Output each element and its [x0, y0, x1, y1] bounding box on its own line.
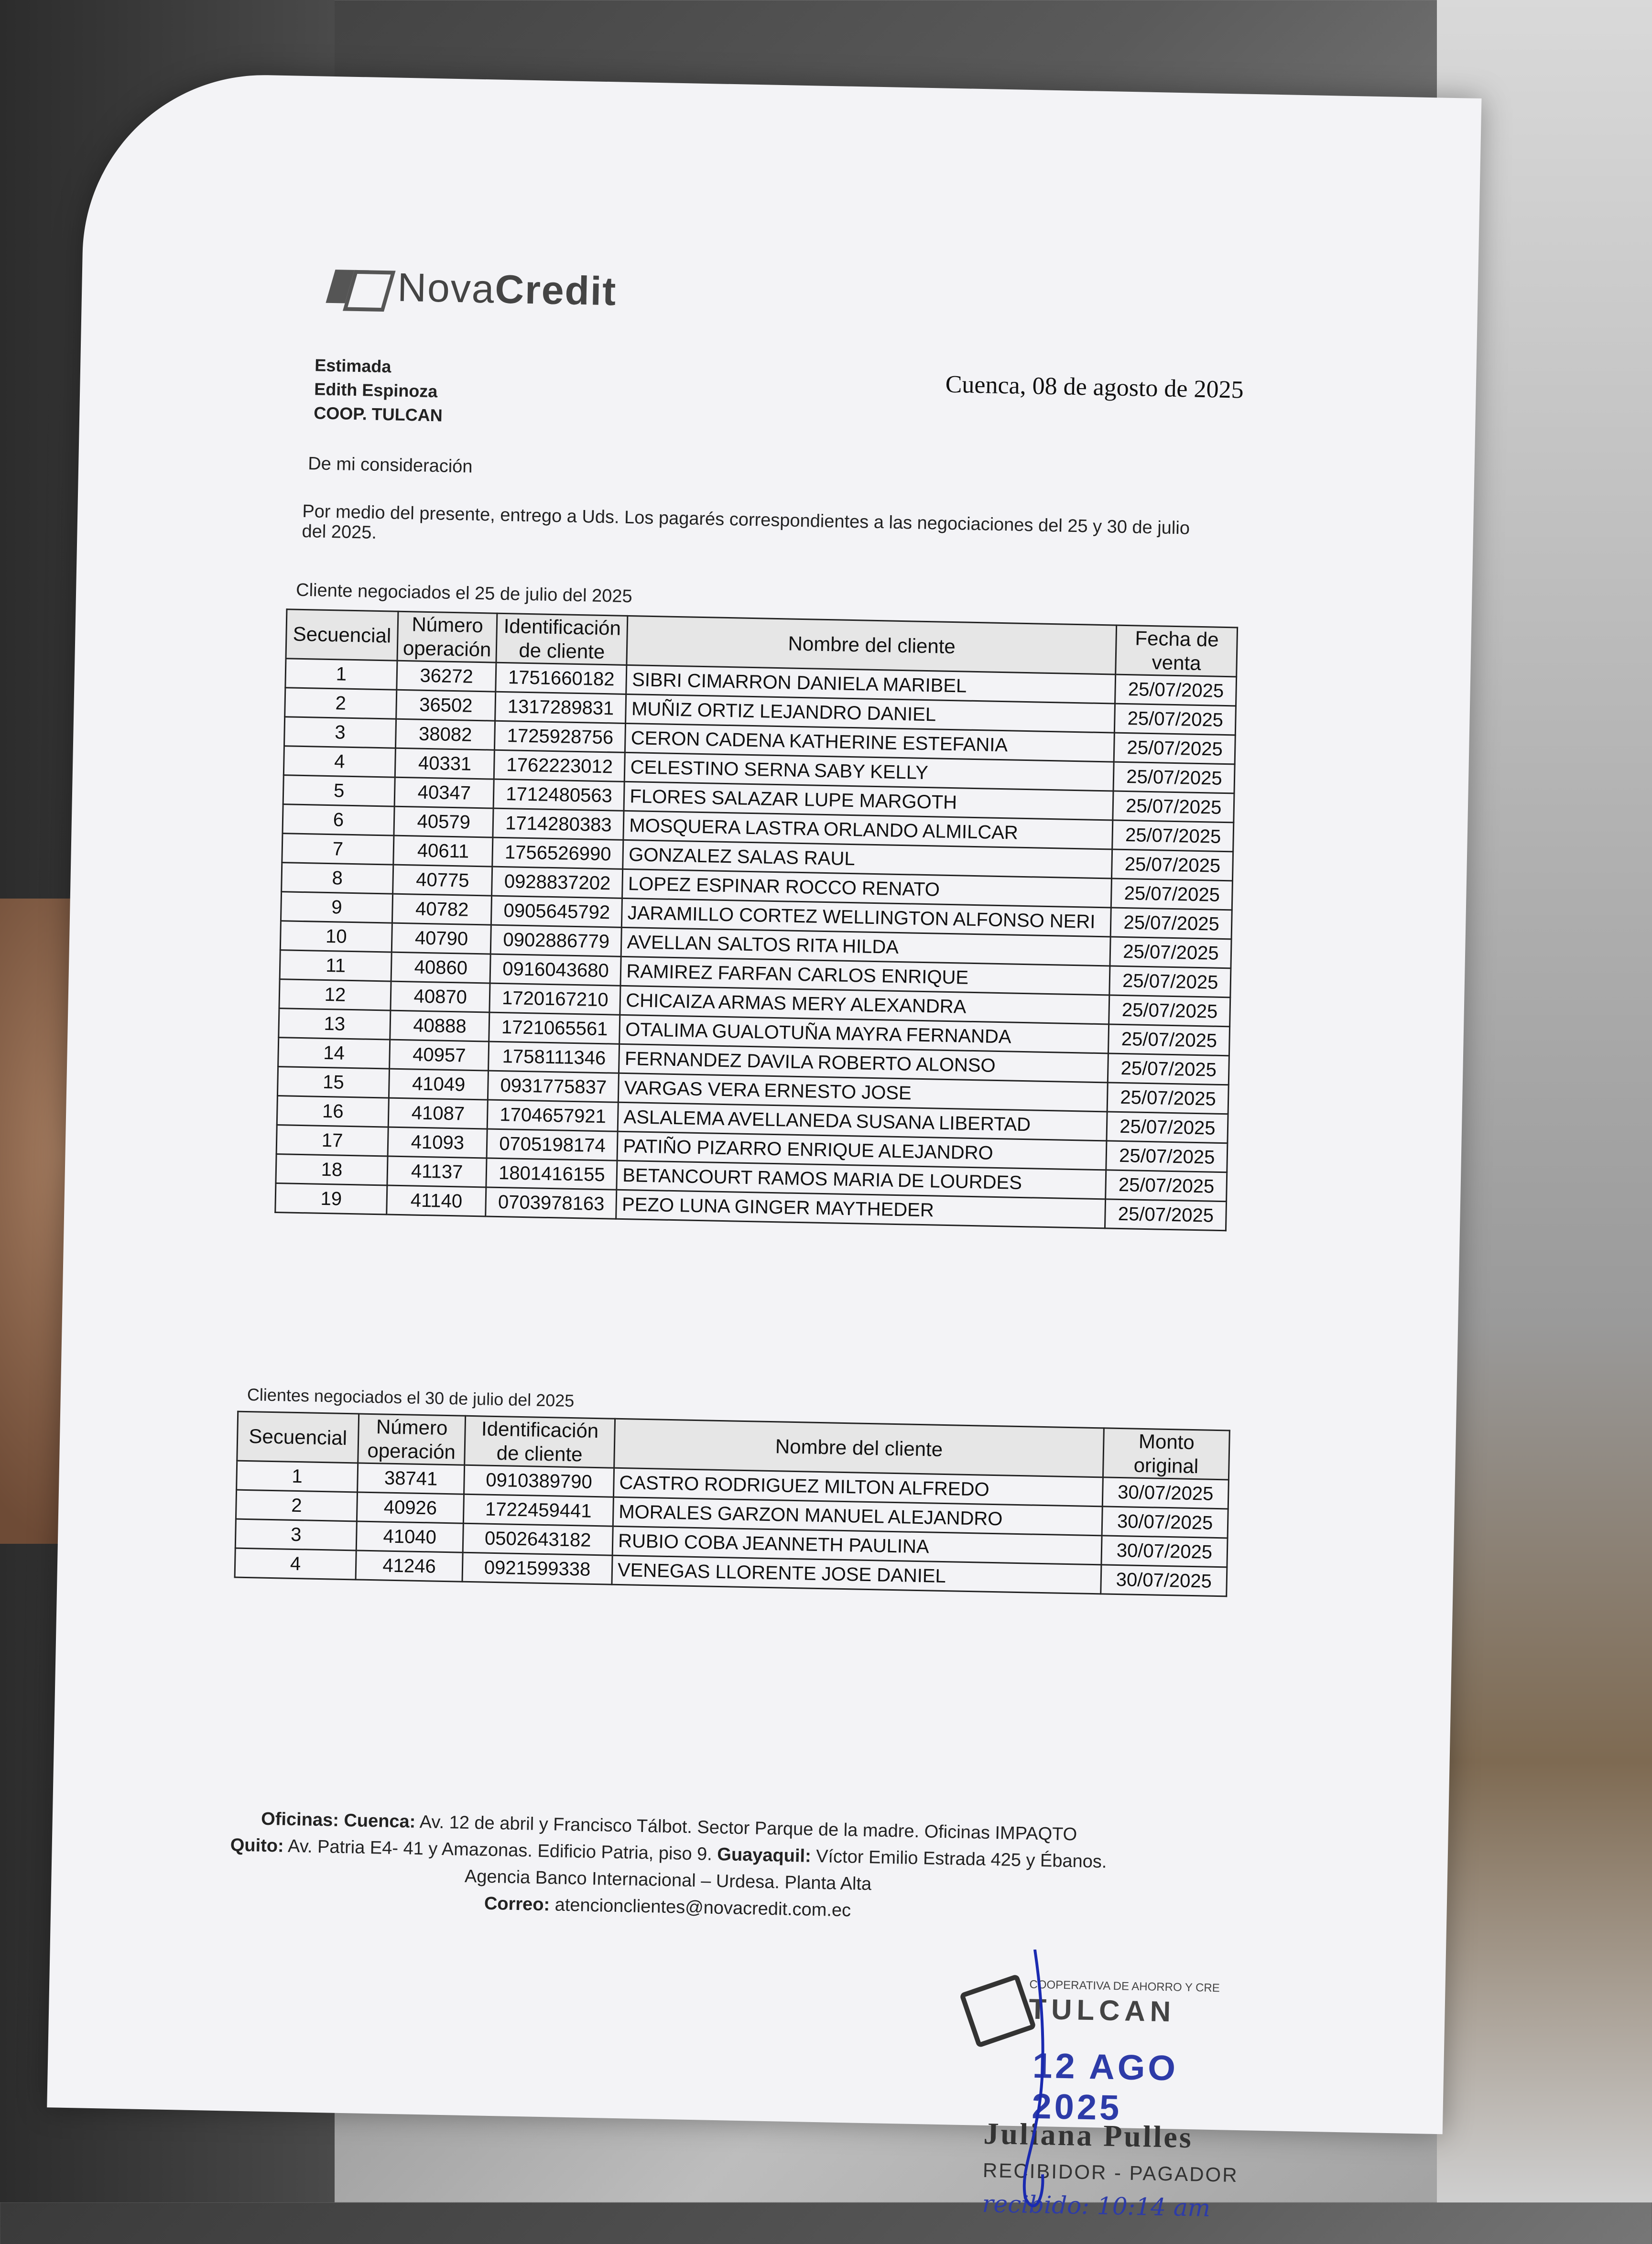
cell-nombre: MOSQUERA LASTRA ORLANDO ALMILCAR — [623, 811, 1113, 849]
cell-nombre: RAMIREZ FARFAN CARLOS ENRIQUE — [620, 956, 1110, 995]
logo-text: NovaCredit — [397, 264, 618, 314]
cell-operacion: 40926 — [357, 1492, 464, 1523]
cell-secuencial: 12 — [279, 979, 391, 1010]
col-header: Número operación — [397, 611, 497, 662]
cell-operacion: 36272 — [397, 661, 497, 692]
cell-fecha: 25/07/2025 — [1114, 733, 1236, 764]
cell-secuencial: 9 — [281, 892, 392, 923]
cell-nombre: RUBIO COBA JEANNETH PAULINA — [612, 1526, 1102, 1565]
cell-operacion: 40331 — [395, 748, 495, 779]
cell-nombre: LOPEZ ESPINAR ROCCO RENATO — [622, 869, 1112, 908]
cell-secuencial: 4 — [283, 746, 395, 777]
footer-line-3: Correo: atencionclientes@novacredit.com.ec — [484, 1893, 851, 1921]
cell-fecha: 25/07/2025 — [1110, 937, 1231, 968]
table1-caption: Cliente negociados el 25 de julio del 2025 — [295, 580, 633, 607]
cell-nombre: CASTRO RODRIGUEZ MILTON ALFREDO — [613, 1468, 1103, 1507]
stamp-role: RECIBIDOR - PAGADOR — [982, 2158, 1239, 2187]
col-header: Nombre del cliente — [614, 1419, 1104, 1477]
cell-operacion: 40870 — [391, 981, 490, 1012]
cell-fecha: 25/07/2025 — [1115, 674, 1237, 706]
cell-nombre: JARAMILLO CORTEZ WELLINGTON ALFONSO NERI — [622, 898, 1111, 937]
cell-identificacion: 1712480563 — [494, 779, 625, 811]
cell-nombre: VENEGAS LLORENTE JOSE DANIEL — [612, 1555, 1101, 1594]
table-july-30 — [234, 1411, 1230, 1597]
cell-nombre: MORALES GARZON MANUEL ALEJANDRO — [613, 1497, 1102, 1536]
cell-fecha: 25/07/2025 — [1115, 704, 1236, 735]
cell-fecha: 25/07/2025 — [1109, 995, 1230, 1027]
stamp-date: 12 AGO 2025 — [1031, 2045, 1179, 2128]
recipient-org: COOP. TULCAN — [313, 403, 443, 425]
cell-operacion: 40579 — [394, 806, 494, 837]
cell-fecha: 25/07/2025 — [1106, 1141, 1228, 1172]
cell-operacion: 40860 — [391, 952, 491, 983]
cell-fecha: 30/07/2025 — [1102, 1477, 1228, 1509]
cell-identificacion: 0931775837 — [488, 1071, 619, 1102]
cell-nombre: PATIÑO PIZARRO ENRIQUE ALEJANDRO — [617, 1131, 1107, 1170]
cell-identificacion: 1756526990 — [492, 837, 623, 869]
cell-fecha: 25/07/2025 — [1112, 849, 1233, 881]
cell-secuencial: 2 — [285, 688, 397, 719]
cell-fecha: 25/07/2025 — [1109, 1024, 1230, 1056]
cell-operacion: 40957 — [390, 1040, 489, 1071]
cell-identificacion: 0703978163 — [486, 1187, 617, 1219]
col-header: Identificación de cliente — [496, 613, 628, 665]
cell-operacion: 40790 — [391, 923, 491, 954]
cell-secuencial: 4 — [235, 1548, 356, 1580]
cell-identificacion: 0705198174 — [487, 1129, 618, 1160]
footer-line-2: Quito: Av. Patria E4- 41 y Amazonas. Edificio Patria, piso 9. Guayaquil: Víctor Emilio Estrada 425 y Ébanos. Agencia Banco Internacional – Urdesa. Planta Alta — [230, 1835, 1107, 1895]
cell-fecha: 25/07/2025 — [1112, 820, 1234, 852]
signature-stroke — [972, 1949, 1168, 2239]
letter-paper — [47, 72, 1481, 2222]
col-header: Identificación de cliente — [465, 1416, 615, 1468]
cell-secuencial: 3 — [235, 1519, 357, 1550]
col-header: Fecha de venta — [1116, 625, 1238, 677]
cell-identificacion: 0905645792 — [491, 896, 622, 927]
cell-nombre: ASLALEMA AVELLANEDA SUSANA LIBERTAD — [618, 1102, 1108, 1141]
cell-operacion: 38082 — [395, 719, 495, 750]
cell-nombre: VARGAS VERA ERNESTO JOSE — [619, 1073, 1108, 1112]
cell-identificacion: 0916043680 — [490, 954, 621, 986]
cell-fecha: 25/07/2025 — [1105, 1199, 1227, 1231]
cell-operacion: 38741 — [358, 1463, 465, 1494]
cell-identificacion: 0502643182 — [463, 1523, 613, 1555]
col-header: Secuencial — [286, 609, 398, 661]
cell-secuencial: 17 — [276, 1125, 388, 1156]
cell-secuencial: 16 — [277, 1096, 389, 1127]
cell-operacion: 40888 — [390, 1010, 490, 1041]
cell-identificacion: 1801416155 — [486, 1158, 617, 1190]
cell-operacion: 41140 — [387, 1185, 487, 1216]
cell-identificacion: 1704657921 — [488, 1100, 619, 1131]
place-date: Cuenca, 08 de agosto de 2025 — [945, 370, 1244, 404]
novacredit-logo-icon — [330, 264, 384, 308]
cell-fecha: 30/07/2025 — [1102, 1507, 1228, 1538]
salutation: Estimada — [314, 355, 391, 377]
cell-fecha: 25/07/2025 — [1109, 966, 1231, 997]
cell-nombre: FERNANDEZ DAVILA ROBERTO ALONSO — [619, 1044, 1109, 1083]
cell-identificacion: 0910389790 — [464, 1465, 614, 1497]
recipient-name: Edith Espinoza — [314, 379, 438, 401]
cell-identificacion: 0928837202 — [492, 867, 623, 898]
cell-operacion: 40775 — [393, 865, 493, 896]
cell-secuencial: 3 — [284, 717, 396, 748]
cell-identificacion: 1317289831 — [495, 692, 626, 723]
cell-operacion: 41093 — [388, 1127, 488, 1158]
cell-operacion: 41137 — [387, 1156, 487, 1187]
cell-secuencial: 14 — [278, 1038, 390, 1069]
cell-fecha: 25/07/2025 — [1107, 1112, 1228, 1143]
cell-operacion: 41087 — [388, 1098, 488, 1129]
recipient-block — [314, 353, 444, 427]
cell-secuencial: 7 — [282, 834, 394, 865]
cell-secuencial: 18 — [276, 1154, 388, 1185]
cell-secuencial: 11 — [280, 950, 391, 981]
greeting: De mi consideración — [307, 454, 473, 477]
footer-addresses — [213, 1805, 1123, 1929]
cell-fecha: 25/07/2025 — [1106, 1170, 1227, 1202]
cell-identificacion: 1721065561 — [489, 1012, 620, 1044]
cell-fecha: 25/07/2025 — [1113, 791, 1234, 823]
cell-nombre: MUÑIZ ORTIZ LEJANDRO DANIEL — [626, 694, 1115, 733]
novacredit-logo — [330, 263, 618, 314]
cell-nombre: CELESTINO SERNA SABY KELLY — [625, 752, 1114, 791]
received-note: recibido: 10:14 am — [982, 2190, 1211, 2222]
table-july-25 — [274, 608, 1238, 1231]
letter-body: Por medio del presente, entrego a Uds. Los pagarés correspondientes a las negociaciones del 25 y 30 de julio del 2025. — [302, 501, 1190, 543]
table2-caption: Clientes negociados el 30 de julio del 2025 — [247, 1384, 575, 1411]
cell-operacion: 41246 — [356, 1550, 463, 1582]
cell-fecha: 25/07/2025 — [1111, 908, 1232, 939]
cell-nombre: CERON CADENA KATHERINE ESTEFANIA — [625, 723, 1115, 762]
cell-secuencial: 1 — [285, 659, 397, 690]
cell-identificacion: 0902886779 — [491, 925, 622, 956]
cell-nombre: OTALIMA GUALOTUÑA MAYRA FERNANDA — [620, 1015, 1109, 1053]
cell-identificacion: 1722459441 — [463, 1494, 613, 1526]
cell-identificacion: 1758111346 — [489, 1041, 620, 1073]
col-header: Nombre del cliente — [627, 616, 1117, 674]
cell-identificacion: 1720167210 — [489, 983, 620, 1015]
cell-operacion: 40782 — [392, 894, 492, 925]
cell-fecha: 25/07/2025 — [1113, 762, 1235, 793]
col-header: Número operación — [358, 1414, 466, 1465]
cell-operacion: 36502 — [396, 690, 496, 721]
cell-nombre: FLORES SALAZAR LUPE MARGOTH — [624, 781, 1113, 820]
cell-secuencial: 13 — [279, 1008, 391, 1040]
cell-nombre: CHICAIZA ARMAS MERY ALEXANDRA — [620, 986, 1109, 1024]
cell-secuencial: 6 — [283, 804, 394, 835]
cell-nombre: SIBRI CIMARRON DANIELA MARIBEL — [626, 665, 1116, 704]
cell-identificacion: 1751660182 — [496, 662, 627, 694]
cell-identificacion: 1714280383 — [493, 808, 624, 840]
letter-content — [230, 263, 1382, 2222]
cell-fecha: 30/07/2025 — [1101, 1565, 1227, 1596]
footer-line-1: Oficinas: Cuenca: Av. 12 de abril y Francisco Tálbot. Sector Parque de la madre. Oficinas IMPAQTO — [261, 1809, 1077, 1845]
cell-operacion: 40611 — [393, 835, 493, 867]
cell-secuencial: 15 — [277, 1067, 389, 1098]
cell-secuencial: 8 — [282, 863, 393, 894]
stamp-signer: Juliana Pulles — [983, 2116, 1194, 2155]
cell-identificacion: 1762223012 — [494, 750, 625, 781]
cell-secuencial: 10 — [280, 921, 392, 952]
cell-secuencial: 1 — [237, 1461, 358, 1492]
cell-secuencial: 2 — [236, 1490, 357, 1521]
cell-identificacion: 1725928756 — [495, 721, 626, 752]
col-header: Secuencial — [237, 1411, 359, 1463]
cell-identificacion: 0921599338 — [462, 1552, 612, 1584]
cell-operacion: 41040 — [356, 1521, 463, 1552]
cell-operacion: 41049 — [389, 1069, 489, 1100]
stamp-coop-name: COOPERATIVA DE AHORRO Y CRE — [1029, 1978, 1220, 1995]
stamp-coop-brand: TULCAN — [1028, 1993, 1176, 2028]
cell-fecha: 30/07/2025 — [1101, 1536, 1228, 1567]
cell-nombre: BETANCOURT RAMOS MARIA DE LOURDES — [617, 1160, 1106, 1199]
cell-secuencial: 19 — [275, 1183, 387, 1214]
cell-fecha: 25/07/2025 — [1108, 1083, 1229, 1114]
cell-nombre: GONZALEZ SALAS RAUL — [623, 840, 1112, 878]
cell-nombre: AVELLAN SALTOS RITA HILDA — [621, 927, 1111, 966]
col-header: Monto original — [1103, 1428, 1229, 1480]
cell-fecha: 25/07/2025 — [1111, 878, 1233, 910]
cell-fecha: 25/07/2025 — [1108, 1053, 1229, 1085]
cell-nombre: PEZO LUNA GINGER MAYTHEDER — [616, 1190, 1106, 1228]
cell-secuencial: 5 — [283, 775, 395, 806]
cell-operacion: 40347 — [394, 777, 494, 808]
